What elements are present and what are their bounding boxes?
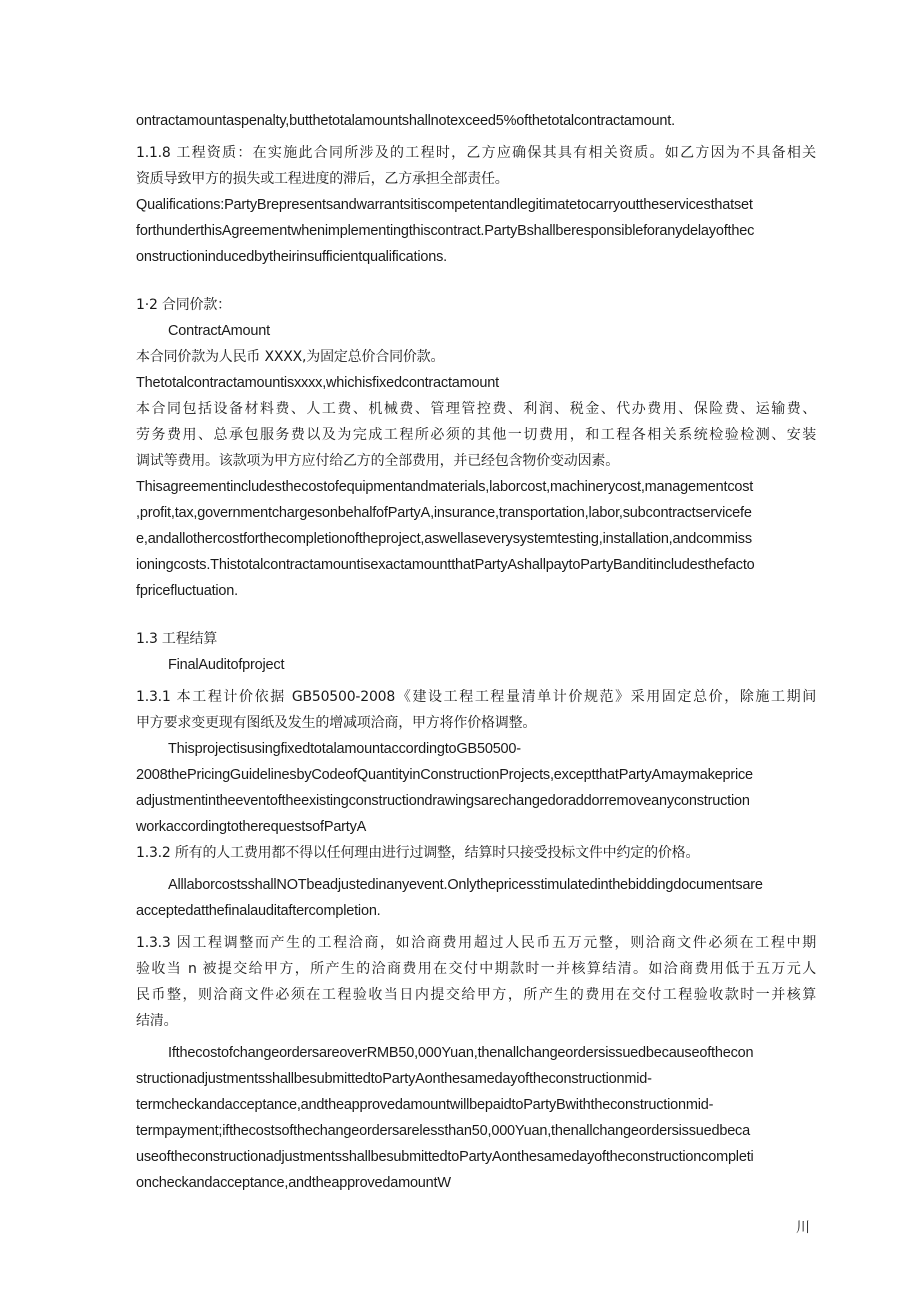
paragraph-line: AlllaborcostsshallNOTbeadjustedinanyevent.Onlythepricesstimulatedinthebiddingdocumentsare: [168, 877, 763, 893]
paragraph-line: ,profit,tax,governmentchargesonbehalfofPartyA,insurance,transportation,labor,subcontractservicefe: [136, 505, 752, 521]
paragraph-line: acceptedatthefinalauditaftercompletion.: [136, 903, 381, 919]
section-1-1-8-heading: 1.1.8 工程资质：在实施此合同所涉及的工程时，乙方应确保其具有相关资质。如乙方因为不具备相关: [136, 145, 816, 161]
section-1-2-english-heading: ContractAmount: [168, 323, 270, 339]
paragraph-line: workaccordingtotherequestsofPartyA: [136, 819, 367, 835]
section-1-3-3-heading: 1.3.3 因工程调整而产生的工程洽商，如洽商费用超过人民币五万元整，则洽商文件必须在工程中期: [136, 935, 816, 951]
paragraph-line: adjustmentintheeventoftheexistingconstructiondrawingsarechangedoraddorremoveanyconstruction: [136, 793, 750, 809]
paragraph-line: IfthecostofchangeordersareoverRMB50,000Yuan,thenallchangeordersissuedbecauseofthecon: [168, 1045, 754, 1061]
paragraph-line: 劳务费用、总承包服务费以及为完成工程所必须的其他一切费用，和工程各相关系统检验检测、安装: [136, 427, 816, 443]
paragraph-line: Thisagreementincludesthecostofequipmentandmaterials,laborcost,machinerycost,managementcost: [136, 479, 754, 495]
paragraph-line: termcheckandacceptance,andtheapprovedamountwillbepaidtoPartyBwiththeconstructionmid-: [136, 1097, 714, 1113]
page-footer-mark: 川: [796, 1220, 810, 1236]
paragraph-line: structionadjustmentsshallbesubmittedtoPartyAonthesamedayoftheconstructionmid-: [136, 1071, 652, 1087]
section-1-3-heading: 1.3 工程结算: [136, 631, 218, 647]
paragraph-line: 调试等费用。该款项为甲方应付给乙方的全部费用，并已经包含物价变动因素。: [136, 453, 619, 469]
paragraph-line: 本合同价款为人民币 XXXX,为固定总价合同价款。: [136, 349, 445, 365]
section-1-2-heading: 1·2 合同价款：: [136, 297, 231, 313]
paragraph-line: ioningcosts.ThistotalcontractamountisexactamountthatPartyAshallpaytoPartyBanditincludesthefacto: [136, 557, 755, 573]
section-1-3-1-heading: 1.3.1 本工程计价依据 GB50500-2008《建设工程工程量清单计价规范》采用固定总价，除施工期间: [136, 689, 816, 705]
paragraph-line: Qualifications:PartyBrepresentsandwarrantsitiscompetentandlegitimatetocarryouttheservicesthatset: [136, 197, 753, 213]
paragraph-line: 2008thePricingGuidelinesbyCodeofQuantityinConstructionProjects,exceptthatPartyAmaymakeprice: [136, 767, 753, 783]
document-body: [136, 108, 816, 1196]
paragraph-line: ThisprojectisusingfixedtotalamountaccordingtoGB50500-: [168, 741, 521, 757]
paragraph-line: useoftheconstructionadjustmentsshallbesubmittedtoPartyAonthesamedayoftheconstructioncompleti: [136, 1149, 754, 1165]
paragraph-line: 民币整，则洽商文件必须在工程验收当日内提交给甲方，所产生的费用在交付工程验收款时一并核算: [136, 987, 816, 1003]
paragraph-line: e,andallothercostforthecompletionoftheproject,aswellaseverysystemtesting,installation,andcommiss: [136, 531, 752, 547]
paragraph-line: fpricefluctuation.: [136, 583, 238, 599]
paragraph-line: oncheckandacceptance,andtheapprovedamountW: [136, 1175, 451, 1191]
paragraph-line: 结清。: [136, 1013, 178, 1029]
paragraph-line: 甲方要求变更现有图纸及发生的增减项洽商，甲方将作价格调整。: [136, 715, 537, 731]
paragraph-line: 本合同包括设备材料费、人工费、机械费、管理管控费、利润、税金、代办费用、保险费、运输费、: [136, 401, 816, 417]
section-1-3-2-heading: 1.3.2 所有的人工费用都不得以任何理由进行过调整，结算时只接受投标文件中约定的价格。: [136, 845, 700, 861]
paragraph-line: 资质导致甲方的损失或工程进度的滞后，乙方承担全部责任。: [136, 171, 509, 187]
paragraph-line: forthunderthisAgreementwhenimplementingthiscontract.PartyBshallberesponsibleforanydelayofthec: [136, 223, 755, 239]
paragraph-line: Thetotalcontractamountisxxxx,whichisfixedcontractamount: [136, 375, 499, 391]
paragraph-line: 验收当 n 被提交给甲方，所产生的洽商费用在交付中期款时一并核算结清。如洽商费用低于五万元人: [136, 961, 816, 977]
paragraph-line: onstructioninducedbytheirinsufficientqualifications.: [136, 249, 447, 265]
paragraph-line: ontractamountaspenalty,butthetotalamountshallnotexceed5%ofthetotalcontractamount.: [136, 113, 675, 129]
paragraph-line: termpayment;ifthecostsofthechangeordersarelessthan50,000Yuan,thenallchangeordersissuedbeca: [136, 1123, 750, 1139]
section-1-3-english-heading: FinalAuditofproject: [168, 657, 285, 673]
